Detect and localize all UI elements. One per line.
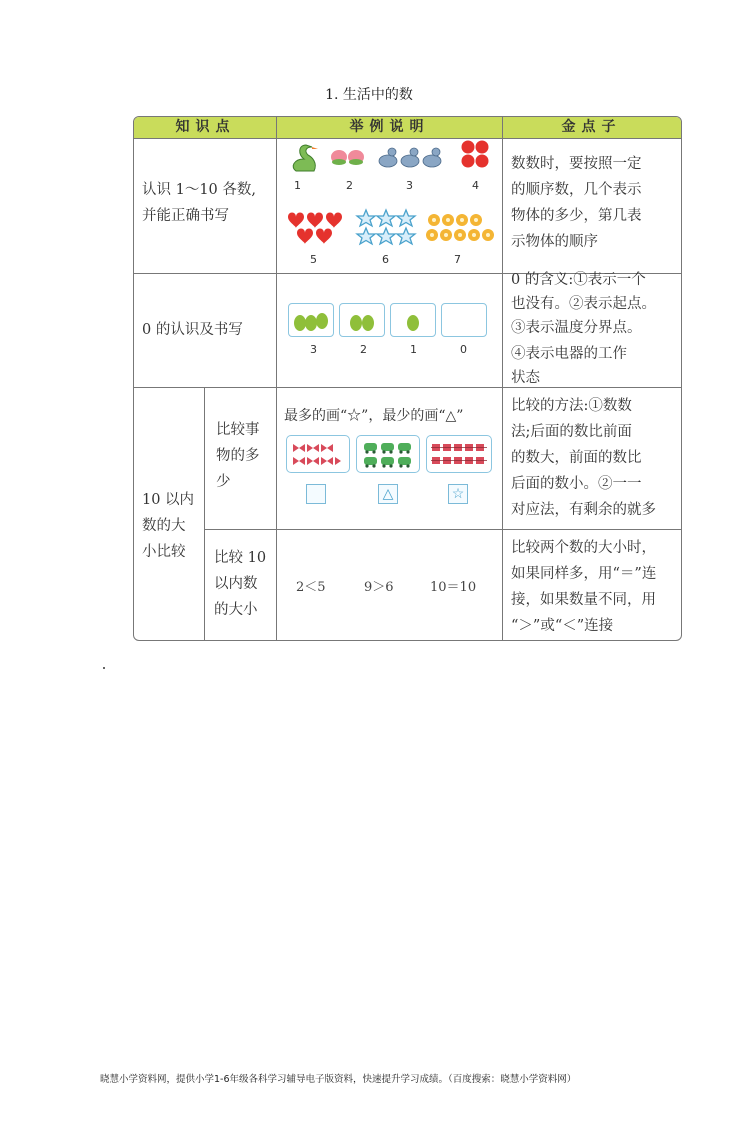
r3-group-line1: 10 以内	[142, 492, 195, 508]
r1-number-6: 6	[382, 253, 389, 266]
r2-tip-line4: ④表示电器的工作	[511, 346, 627, 362]
pear-icon	[405, 308, 421, 332]
r1-number-4: 4	[472, 179, 479, 192]
peach-icon	[330, 147, 366, 167]
r1-number-3: 3	[406, 179, 413, 192]
table-header	[134, 117, 681, 139]
swan-icon	[284, 141, 324, 175]
r1-number-2: 2	[346, 179, 353, 192]
r2-tip-line1: 0 的含义:①表示一个	[511, 272, 646, 288]
header-knowledge: 知识点	[175, 119, 236, 135]
comparison-3: 10＝10	[430, 580, 477, 595]
heart-icon	[286, 209, 344, 247]
r2-number-0: 0	[460, 343, 467, 356]
pear-box-2	[339, 303, 385, 337]
divider-col1	[276, 117, 277, 640]
r1-tip-line4: 示物体的顺序	[511, 234, 598, 250]
r3-sub2-tip-line1: 比较两个数的大小时，	[511, 540, 656, 556]
r3-sub2-tip-line3: 接，如果数量不同，用	[511, 592, 656, 608]
candy-box	[426, 435, 492, 473]
r3-group-line2: 数的大	[142, 518, 186, 534]
r3-group-line3: 小比较	[142, 544, 186, 560]
r2-number-2: 2	[360, 343, 367, 356]
pear-icon	[293, 308, 329, 332]
mark-box-triangle: △	[378, 484, 398, 504]
r2-tip-line2: 也没有。②表示起点。	[511, 296, 656, 312]
r1-tip-line2: 的顺序数，几个表示	[511, 182, 642, 198]
page-title: 1. 生活中的数	[325, 87, 413, 103]
pear-box-3	[288, 303, 334, 337]
divider-row2	[134, 387, 681, 388]
pear-box-0	[441, 303, 487, 337]
candy-icon	[431, 442, 489, 468]
stray-dot	[103, 667, 105, 669]
r3-sub1-knowledge-line1: 比较事	[216, 422, 260, 438]
comparison-2: 9＞6	[364, 580, 394, 595]
comparison-1: 2＜5	[296, 580, 326, 595]
car-box	[356, 435, 420, 473]
r1-knowledge-line1: 认识 1～10 各数,	[142, 182, 257, 198]
r3-sub2-knowledge-line2: 以内数	[214, 576, 258, 592]
r1-number-1: 1	[294, 179, 301, 192]
divider-subcol	[204, 387, 205, 640]
pear-icon	[348, 308, 376, 332]
mark-box-empty	[306, 484, 326, 504]
r3-sub1-knowledge-line2: 物的多	[216, 448, 260, 464]
r3-sub1-tip-line4: 后面的数小。②一一	[511, 476, 642, 492]
header-tips: 金点子	[561, 119, 622, 135]
r1-number-5: 5	[310, 253, 317, 266]
r3-sub2-tip-line2: 如果同样多，用“＝”连	[511, 566, 657, 582]
r3-sub1-tip-line1: 比较的方法:①数数	[511, 398, 632, 414]
bow-icon	[291, 442, 347, 468]
r3-sub1-knowledge-line3: 少	[216, 474, 231, 490]
r1-number-7: 7	[454, 253, 461, 266]
r3-sub2-tip-line4: “＞”或“＜”连接	[511, 618, 614, 634]
knowledge-table	[133, 116, 682, 641]
r1-tip-line3: 物体的多少，第几表	[511, 208, 642, 224]
pear-box-1	[390, 303, 436, 337]
car-icon	[363, 441, 415, 469]
flower-icon	[424, 211, 496, 247]
r2-number-3: 3	[310, 343, 317, 356]
r3-sub1-tip-line5: 对应法，有剩余的就多	[511, 502, 656, 518]
bow-box	[286, 435, 350, 473]
divider-row3	[204, 529, 681, 530]
r3-sub2-knowledge-line3: 的大小	[214, 602, 258, 618]
header-example: 举例说明	[349, 119, 430, 135]
r2-tip-line5: 状态	[511, 370, 540, 386]
r3-sub2-knowledge-line1: 比较 10	[214, 550, 267, 566]
r1-knowledge-line2: 并能正确书写	[142, 208, 229, 224]
r2-tip-line3: ③表示温度分界点。	[511, 320, 642, 336]
duck-icon	[378, 145, 444, 169]
r1-tip-line1: 数数时，要按照一定	[511, 156, 642, 172]
divider-col2	[502, 117, 503, 640]
r2-knowledge: 0 的认识及书写	[142, 322, 243, 338]
r3-sub1-tip-line3: 的数大，前面的数比	[511, 450, 642, 466]
apple-icon	[460, 139, 490, 169]
star-icon	[356, 209, 416, 247]
mark-box-star: ☆	[448, 484, 468, 504]
r3-sub1-tip-line2: 法;后面的数比前面	[511, 424, 632, 440]
r3-sub1-instruction: 最多的画“☆”，最少的画“△”	[284, 408, 464, 424]
footer-text: 晓慧小学资料网，提供小学1-6年级各科学习辅导电子版资料，快速提升学习成绩。（百度搜索：晓慧小学资料网）	[100, 1074, 577, 1085]
r2-number-1: 1	[410, 343, 417, 356]
